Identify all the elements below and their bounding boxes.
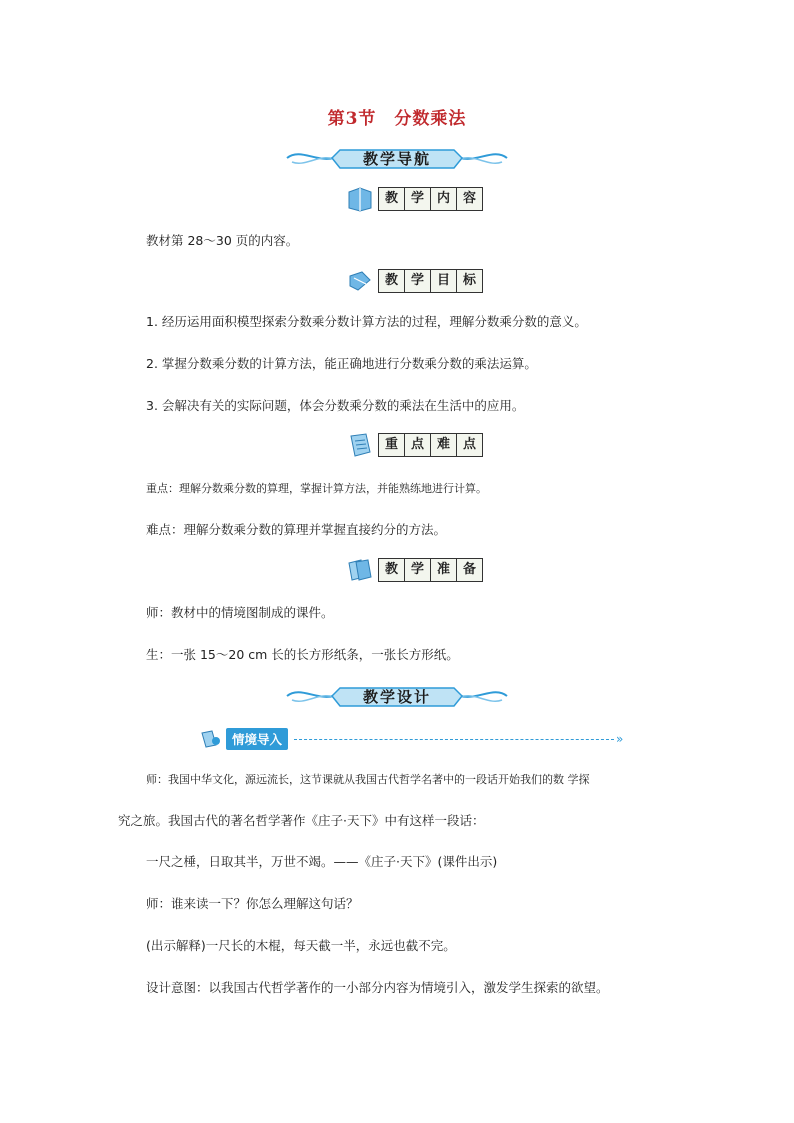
heading-teaching-content xyxy=(346,186,483,212)
content-text: 教材第 28～30 页的内容。 xyxy=(146,233,299,248)
prep-teacher-text: 师：教材中的情境图制成的课件。 xyxy=(146,605,334,620)
section-number: 第3节 xyxy=(327,109,377,129)
seal-char: 难 xyxy=(431,434,457,456)
section-icon xyxy=(200,729,222,749)
page-title xyxy=(0,104,794,129)
intro-line: 究之旅。我国古代的著名哲学著作《庄子·天下》中有这样一段话： xyxy=(118,813,485,828)
prep-student-text: 生：一张 15～20 cm 长的长方形纸条，一张长方形纸。 xyxy=(146,647,459,662)
seal-char: 点 xyxy=(457,434,482,456)
seal-char: 教 xyxy=(379,188,405,210)
seal-char: 标 xyxy=(457,270,482,292)
section-name: 分数乘法 xyxy=(394,109,467,129)
section-situational-intro xyxy=(200,728,623,750)
intro-line: (出示解释)一尺长的木棍，每天截一半，永远也截不完。 xyxy=(146,938,456,953)
difficult-point-text: 难点：理解分数乘分数的算理并掌握直接约分的方法。 xyxy=(146,522,447,537)
seal-char: 学 xyxy=(405,270,431,292)
pencil-book-icon xyxy=(346,268,374,294)
heading-teaching-goals xyxy=(346,268,483,294)
intro-line: 师：我国中华文化，源远流长，这节课就从我国古代哲学名著中的一段话开始我们的数 学探 xyxy=(146,773,590,786)
seal-char: 重 xyxy=(379,434,405,456)
heading-teaching-prep xyxy=(346,557,483,583)
book-icon xyxy=(346,186,374,212)
seal-char: 内 xyxy=(431,188,457,210)
files-icon xyxy=(346,557,374,583)
section-tag: 情境导入 xyxy=(226,728,288,750)
intro-line: 设计意图：以我国古代哲学著作的一小部分内容为情境引入，激发学生探索的欲望。 xyxy=(146,980,609,995)
double-chevron-icon: » xyxy=(616,732,624,746)
seal-char: 备 xyxy=(457,559,482,581)
dashed-divider xyxy=(294,739,614,740)
seal-char: 学 xyxy=(405,188,431,210)
seal-char: 容 xyxy=(457,188,482,210)
banner-teaching-design xyxy=(0,682,794,714)
seal-char: 教 xyxy=(379,270,405,292)
seal-char: 点 xyxy=(405,434,431,456)
heading-key-points xyxy=(346,432,483,458)
seal-char: 目 xyxy=(431,270,457,292)
seal-char: 教 xyxy=(379,559,405,581)
goal-item: 1. 经历运用面积模型探索分数乘分数计算方法的过程，理解分数乘分数的意义。 xyxy=(146,314,587,329)
banner-teaching-nav xyxy=(0,144,794,176)
seal-char: 学 xyxy=(405,559,431,581)
banner-label: 教学导航 xyxy=(362,150,431,168)
intro-line: 师：谁来读一下？你怎么理解这句话？ xyxy=(146,896,359,911)
intro-line: 一尺之棰，日取其半，万世不竭。——《庄子·天下》(课件出示) xyxy=(146,854,498,869)
key-point-text: 重点：理解分数乘分数的算理，掌握计算方法，并能熟练地进行计算。 xyxy=(146,482,487,495)
goal-item: 2. 掌握分数乘分数的计算方法，能正确地进行分数乘分数的乘法运算。 xyxy=(146,356,537,371)
seal-char: 准 xyxy=(431,559,457,581)
banner-label: 教学设计 xyxy=(362,688,431,706)
notebook-icon xyxy=(346,432,374,458)
goal-item: 3. 会解决有关的实际问题，体会分数乘分数的乘法在生活中的应用。 xyxy=(146,398,525,413)
